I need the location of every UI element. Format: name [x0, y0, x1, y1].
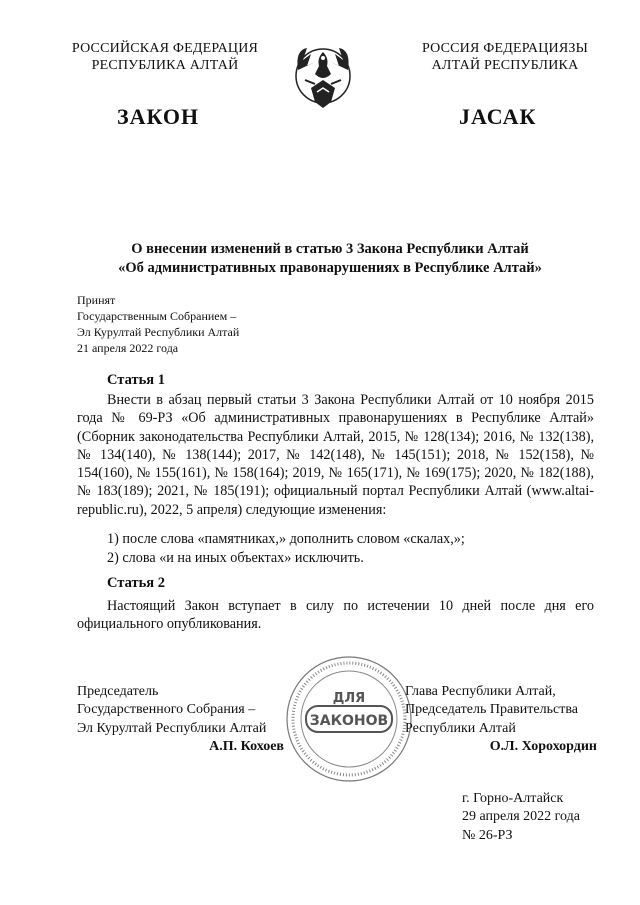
adopted-line-4: 21 апреля 2022 года: [77, 341, 179, 355]
footer-date: 29 апреля 2022 года: [462, 809, 580, 825]
footer-city: г. Горно-Алтайск: [462, 791, 564, 806]
article-2-heading: Статья 2: [107, 575, 165, 591]
footer-number: № 26-РЗ: [462, 827, 513, 843]
article-1-item-1: 1) после слова «памятниках,» дополнить словом «скалах,»;: [107, 531, 465, 547]
article-2-text: Настоящий Закон вступает в силу по истечении 10 дней после дня его официального опубликования.: [77, 598, 594, 633]
adopted-block: [77, 292, 317, 356]
article-1-heading: Статья 1: [107, 372, 165, 388]
signature-right-line-2: Председатель Правительства: [405, 702, 578, 718]
adopted-line-1: Принят: [77, 293, 116, 307]
title-zakon: ЗАКОН: [117, 104, 200, 129]
header-left-line-1: РОССИЙСКАЯ ФЕДЕРАЦИЯ: [71, 41, 259, 56]
law-title-line-2: «Об административных правонарушениях в Республике Алтай»: [118, 260, 542, 276]
law-title-line-1: О внесении изменений в статью 3 Закона Республики Алтай: [131, 241, 529, 257]
header-left-line-2: РЕСПУБЛИКА АЛТАЙ: [91, 58, 239, 73]
article-1-text: Внести в абзац первый статьи 3 Закона Республики Алтай от 10 ноября 2015 года № 69-РЗ «Об административных правонарушениях в Республике Алтай» (Сборник законодательства Республики Алтай, 2015, № 128(134); 2016, № 132(138), № 134(140), № 138(144); 2017, № 142(148), № 145(151); 2018, № 152(158), № 154(160), № 155(161), № 158(164); 2019, № 165(171), № 169(175); 2020, № 182(188), № 183(189); 2021, № 185(191); официальный портал Республики Алтай (www.altai-republic.ru), 2022, 5 апреля) следующие изменения:: [77, 392, 594, 518]
stamp-seal-icon: [284, 654, 414, 784]
header-right-line-1: РОССИЯ ФЕДЕРАЦИЯЗЫ: [421, 41, 589, 56]
title-jasak: ЈАСАК: [459, 104, 537, 129]
signature-left: [77, 683, 287, 756]
coat-of-arms-icon: [293, 40, 353, 115]
article-1-item-2: 2) слова «и на иных объектах» исключить.: [107, 550, 364, 566]
signature-right-name: О.Л. Хорохордин: [489, 738, 597, 754]
signature-right: [405, 683, 597, 756]
signature-left-name: А.П. Кохоев: [209, 738, 284, 754]
signature-left-line-1: Председатель: [77, 684, 159, 699]
adopted-line-3: Эл Курултай Республики Алтай: [77, 325, 240, 339]
stamp-text-main: ЗАКОНОВ: [309, 713, 389, 729]
header-left: [40, 40, 290, 74]
adopted-line-2: Государственным Собранием –: [77, 309, 237, 323]
stamp-text-top: ДЛЯ: [332, 691, 366, 706]
footer-block: [462, 790, 612, 845]
signature-right-line-1: Глава Республики Алтай,: [405, 684, 556, 699]
signature-left-line-2: Государственного Собрания –: [77, 702, 256, 718]
law-title: [60, 240, 600, 278]
signature-left-line-3: Эл Курултай Республики Алтай: [77, 720, 267, 736]
signature-right-line-3: Республики Алтай: [405, 720, 516, 736]
header-right-line-2: АЛТАЙ РЕСПУБЛИКА: [431, 58, 579, 73]
header-right: [380, 40, 630, 74]
